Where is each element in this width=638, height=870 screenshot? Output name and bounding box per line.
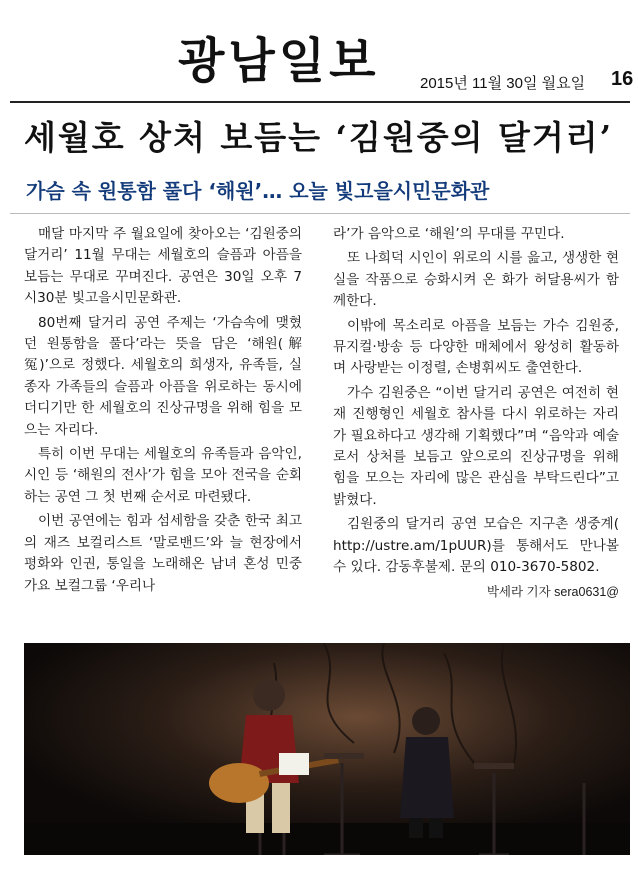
byline: 박세라 기자 sera0631@ — [486, 584, 619, 599]
page-number: 16 — [611, 68, 634, 90]
article-subheadline: 가슴 속 원통함 풀다 ‘해원’… 오늘 빛고을시민문화관 — [26, 179, 490, 203]
masthead — [0, 0, 638, 104]
concert-photo-illustration — [24, 643, 630, 855]
paper-name: 광남일보 — [178, 33, 380, 89]
headline-divider — [10, 213, 630, 214]
paragraph: 라’가 음악으로 ‘해원’의 무대를 꾸민다. — [333, 226, 565, 242]
paragraph: 김원중의 달거리 공연 모습은 지구촌 생중계( http://ustre.am/1pUUR)를 통해서도 만나볼 수 있다. 감동후불제. 문의 010-3670-5802. — [333, 516, 619, 576]
publication-date: 2015년 11월 30일 월요일 — [420, 75, 586, 92]
masthead-rule — [10, 101, 630, 103]
article-column-left — [24, 224, 302, 600]
paragraph: 매달 마지막 주 월요일에 찾아오는 ‘김원중의 달거리’ 11월 무대는 세월호의 슬픔과 아픔을 보듬는 무대로 꾸며진다. 공연은 30일 오후 7시30분 빛고을시민문화관. — [24, 226, 302, 307]
article-column-right — [333, 224, 619, 603]
concert-photo — [24, 643, 630, 855]
paragraph: 가수 김원중은 “이번 달거리 공연은 여전히 현재 진행형인 세월호 참사를 다시 위로하는 자리가 필요하다고 생각해 기획했다”며 “음악과 예술로서 상처를 보듬고 앞으로의 진상규명을 위해 힘을 모으는 자리에 많은 관심을 부탁드린다”고 밝혔다. — [333, 384, 619, 508]
article-headline: 세월호 상처 보듬는 ‘김원중의 달거리’ — [24, 118, 614, 157]
paragraph: 또 나희덕 시인이 위로의 시를 읊고, 생생한 현실을 작품으로 승화시켜 온 화가 허달용씨가 함께한다. — [333, 250, 619, 310]
paragraph: 80번째 달거리 공연 주제는 ‘가슴속에 맺혔던 원통함을 풀다’라는 뜻을 담은 ‘해원(解冤)’으로 정했다. 세월호의 희생자, 유족들, 실종자 가족들의 슬픔과 아픔을 위로하는 동시에 더디기만 한 세월호의 진상규명을 위해 힘을 모으는 자리다. — [24, 314, 302, 438]
paragraph: 이번 공연에는 힘과 섬세함을 갖춘 한국 최고의 재즈 보컬리스트 ‘말로밴드’와 늘 현장에서 평화와 인권, 통일을 노래해온 남녀 혼성 민중가요 보컬그룹 ‘우리나 — [24, 513, 302, 594]
paragraph: 특히 이번 무대는 세월호의 유족들과 음악인, 시인 등 ‘해원의 전사’가 힘을 모아 전국을 순회하는 공연 그 첫 번째 순서로 마련됐다. — [24, 446, 302, 505]
paragraph: 이밖에 목소리로 아픔을 보듬는 가수 김원중, 뮤지컬·방송 등 다양한 매체에서 왕성히 활동하며 사랑받는 이정렬, 손병휘씨도 출연한다. — [333, 317, 619, 377]
